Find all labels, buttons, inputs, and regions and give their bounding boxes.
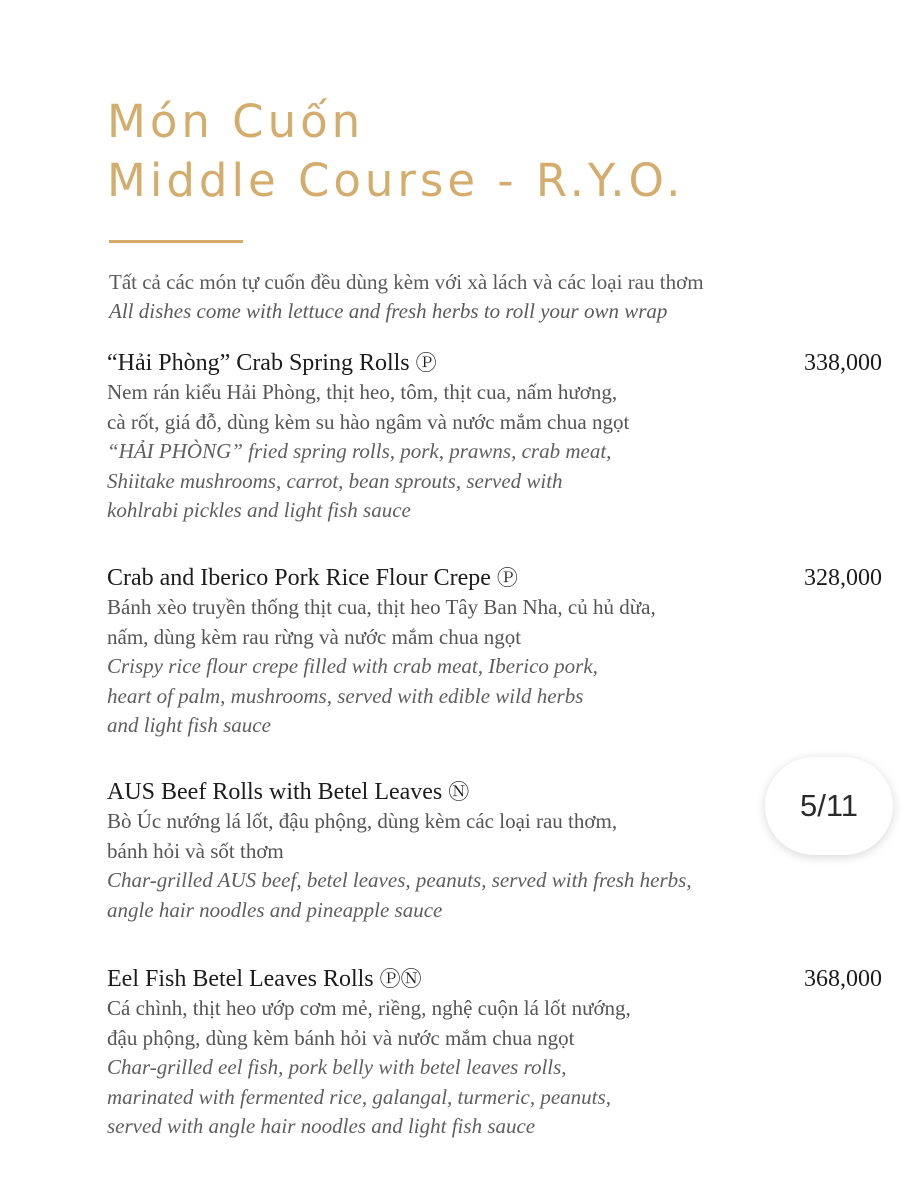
pork-badge-icon: Ⓟ xyxy=(496,566,518,590)
menu-item-desc-en-line: heart of palm, mushrooms, served with edible wild herbs xyxy=(107,683,584,708)
menu-item-name: “Hải Phòng” Crab Spring Rolls xyxy=(107,350,410,376)
menu-item-desc-en-line: Char-grilled eel fish, pork belly with betel leaves rolls, xyxy=(107,1055,567,1079)
menu-item-desc-vi-line: cà rốt, giá đỗ, dùng kèm su hào ngâm và nước mắm chua ngọt xyxy=(107,409,630,434)
title-divider xyxy=(109,240,243,243)
nut-badge-icon: Ⓝ xyxy=(448,780,470,804)
menu-item-desc-en-line: Shiitake mushrooms, carrot, bean sprouts, served with xyxy=(107,468,563,493)
intro-text xyxy=(109,268,704,326)
pork-nut-badge-icon: ⓅⓃ xyxy=(379,967,422,991)
title-english: Middle Course - R.Y.O. xyxy=(107,154,685,207)
menu-item-desc-vi-line: Cá chình, thịt heo ướp cơm mẻ, riềng, nghệ cuộn lá lốt nướng, xyxy=(107,996,631,1020)
menu-item-desc-vi-line: bánh hỏi và sốt thơm xyxy=(107,838,284,863)
menu-item-desc-en-line: served with angle hair noodles and light fish sauce xyxy=(107,1114,536,1138)
menu-item-desc-vi-line: Bò Úc nướng lá lốt, đậu phộng, dùng kèm các loại rau thơm, xyxy=(107,809,618,833)
menu-item-desc-en-line: Crispy rice flour crepe filled with crab meat, Iberico pork, xyxy=(107,654,598,678)
menu-item[interactable] xyxy=(107,348,882,526)
menu-item-desc-en-line: Char-grilled AUS beef, betel leaves, peanuts, served with fresh herbs, xyxy=(107,868,692,892)
menu-item-desc-vi-line: đậu phộng, dùng kèm bánh hỏi và nước mắm chua ngọt xyxy=(107,1025,575,1050)
page-indicator xyxy=(765,757,893,855)
menu-item-desc-vi-line: Nem rán kiểu Hải Phòng, thịt heo, tôm, thịt cua, nấm hương, xyxy=(107,380,618,404)
menu-item-desc-en-line: “HẢI PHÒNG” fried spring rolls, pork, prawns, crab meat, xyxy=(107,439,612,463)
menu-item[interactable] xyxy=(107,964,882,1142)
menu-item[interactable] xyxy=(107,563,882,741)
title-vietnamese: Món Cuốn xyxy=(107,95,365,148)
menu-item-desc-en-line: kohlrabi pickles and light fish sauce xyxy=(107,498,411,522)
menu-item-name: Eel Fish Betel Leaves Rolls xyxy=(107,966,374,992)
menu-item-desc-en-line: angle hair noodles and pineapple sauce xyxy=(107,897,443,922)
page-indicator-label: 5/11 xyxy=(799,788,859,823)
pork-badge-icon: Ⓟ xyxy=(415,351,437,375)
menu-item-price: 338,000 xyxy=(804,350,882,376)
menu-item-name: Crab and Iberico Pork Rice Flour Crepe xyxy=(107,565,491,591)
menu-item-desc-vi-line: Bánh xèo truyền thống thịt cua, thịt heo Tây Ban Nha, củ hủ dừa, xyxy=(107,595,656,619)
intro-english: All dishes come with lettuce and fresh herbs to roll your own wrap xyxy=(109,299,668,323)
menu-item-price: 328,000 xyxy=(804,565,882,591)
menu-item-price: 368,000 xyxy=(804,966,882,992)
menu-item-name: AUS Beef Rolls with Betel Leaves xyxy=(107,779,443,805)
menu-item-desc-en-line: and light fish sauce xyxy=(107,713,271,737)
menu-item-desc-en-line: marinated with fermented rice, galangal, turmeric, peanuts, xyxy=(107,1084,611,1109)
page-title xyxy=(107,92,684,210)
intro-vietnamese: Tất cả các món tự cuốn đều dùng kèm với xà lách và các loại rau thơm xyxy=(109,270,704,294)
menu-item-desc-vi-line: nấm, dùng kèm rau rừng và nước mắm chua ngọt xyxy=(107,624,522,649)
